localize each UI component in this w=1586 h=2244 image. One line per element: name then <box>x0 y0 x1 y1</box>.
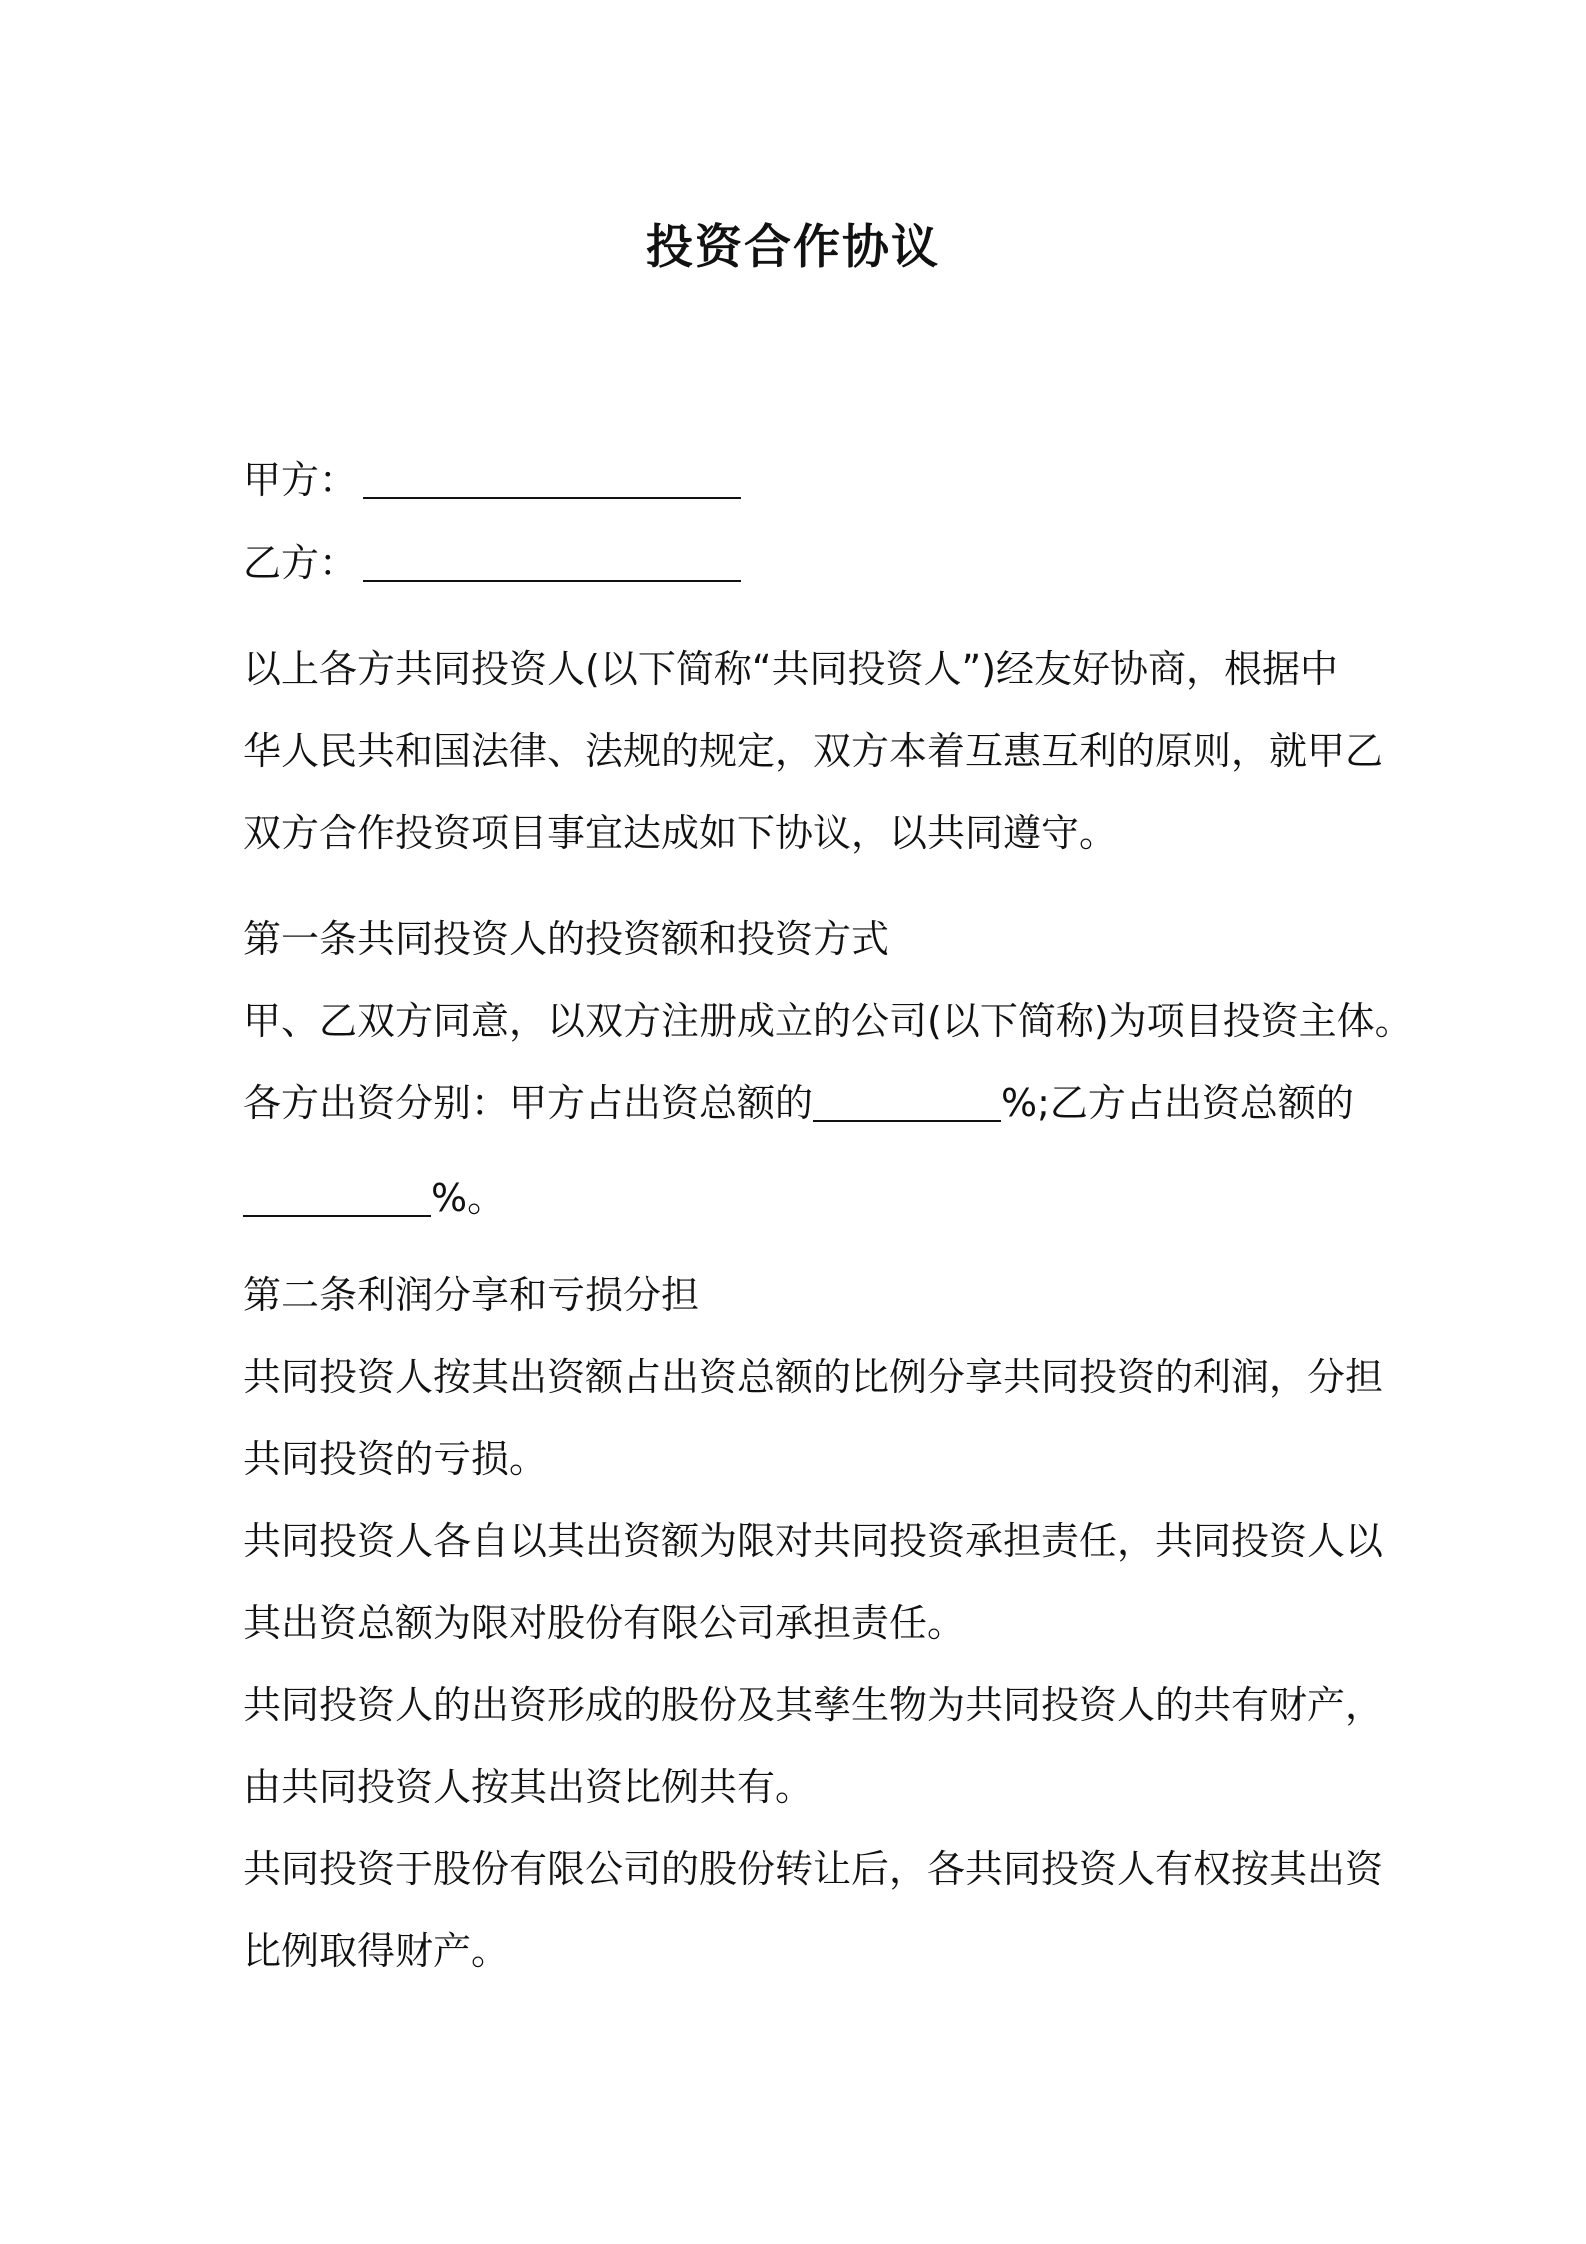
article2-line: 共同投资人的出资形成的股份及其孳生物为共同投资人的共有财产， <box>243 1683 1384 1727</box>
party-b-blank <box>363 542 741 582</box>
article1-share-line <box>243 1078 1358 1128</box>
preamble-line: 以上各方共同投资人(以下简称“共同投资人”)经友好协商，根据中 <box>243 647 1339 691</box>
article2-line: 共同投资于股份有限公司的股份转让后，各共同投资人有权按其出资 <box>243 1847 1384 1891</box>
preamble-line: 华人民共和国法律、法规的规定，双方本着互惠互利的原则，就甲乙 <box>243 729 1384 773</box>
document-title: 投资合作协议 <box>646 220 940 275</box>
article2-line: 共同投资的亏损。 <box>243 1437 548 1481</box>
article2-line: 共同投资人各自以其出资额为限对共同投资承担责任，共同投资人以 <box>243 1519 1384 1563</box>
article2-line: 由共同投资人按其出资比例共有。 <box>243 1765 814 1809</box>
article2-line: 其出资总额为限对股份有限公司承担责任。 <box>243 1601 966 1645</box>
party-a-line <box>243 455 1358 505</box>
party-b-line <box>243 538 1358 588</box>
party-a-blank <box>363 459 741 499</box>
party-a-label: 甲方： <box>243 458 358 502</box>
article2-line: 比例取得财产。 <box>243 1929 510 1973</box>
article1-share-prefix: 各方出资分别：甲方占出资总额的 <box>243 1081 814 1125</box>
party-b-label: 乙方： <box>243 541 358 585</box>
preamble-line: 双方合作投资项目事宜达成如下协议，以共同遵守。 <box>243 811 1118 855</box>
article1-heading: 第一条共同投资人的投资额和投资方式 <box>243 917 890 961</box>
article2-heading: 第二条利润分享和亏损分担 <box>243 1273 700 1317</box>
party-b-percent-blank <box>243 1177 431 1217</box>
article1-line: 甲、乙双方同意，以双方注册成立的公司(以下简称)为项目投资主体。 <box>243 999 1413 1043</box>
article1-percent-suffix: %。 <box>431 1176 506 1220</box>
article1-share-suffix: %;乙方占出资总额的 <box>1001 1081 1354 1125</box>
article2-line: 共同投资人按其出资额占出资总额的比例分享共同投资的利润，分担 <box>243 1355 1384 1399</box>
party-a-percent-blank <box>813 1082 1001 1122</box>
article1-share-line-2 <box>243 1173 1358 1223</box>
